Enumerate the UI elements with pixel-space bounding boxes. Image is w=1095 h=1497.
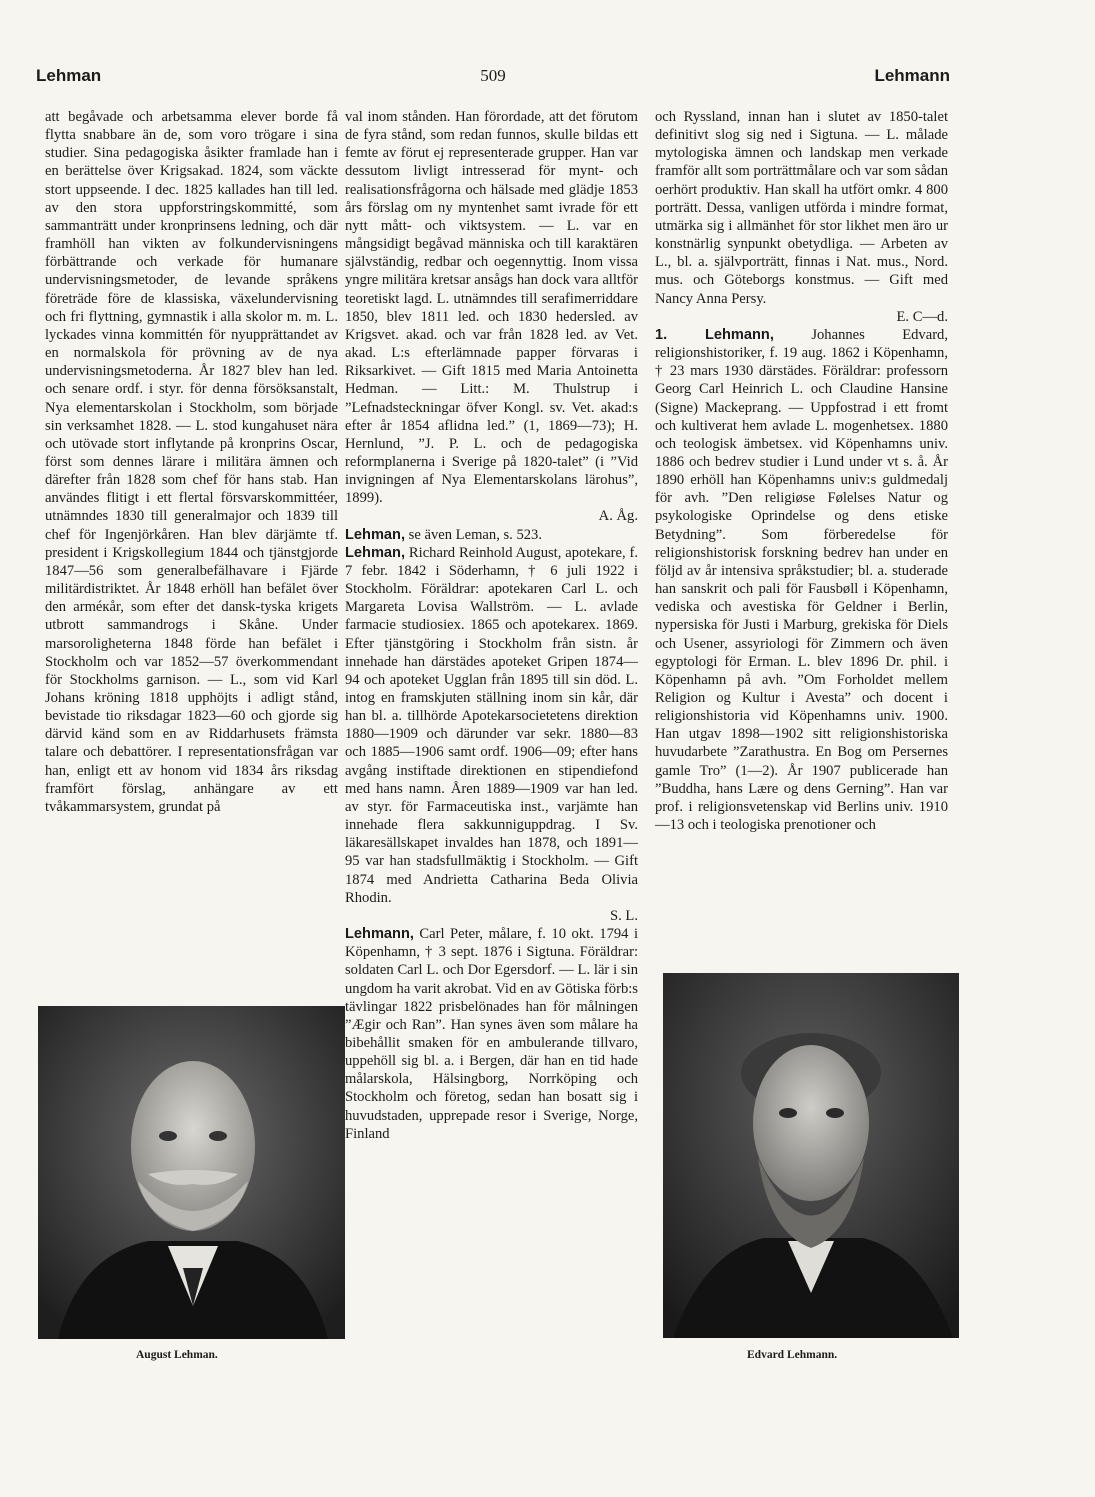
entry-lehman-see-also xyxy=(345,526,638,544)
entry-text: se även Leman, s. 523. xyxy=(408,526,543,543)
entry-lehmann-carl-peter xyxy=(345,925,638,1143)
portrait-edvard-lehmann xyxy=(663,973,959,1338)
header-left-word: Lehman xyxy=(36,66,102,85)
page-number: 509 xyxy=(480,66,506,85)
entry-text: Johannes Edvard, religionshistoriker, f. 19 aug. 1862 i Köpenhamn, † 23 mars 1930 därstädes. Föräldrar: professorn Georg Carl Heinrich L. och Claudine Hansine (Signe) Mackeprang. — Uppfostrad i ett fromt och kultiverat hem avlade L. mogenhetsex. 1880 och teologisk ämbetsex. vid Köpenhamns univ. 1886 och bedrev studier i Lund under vt s. å. År 1890 erhöll han Köpenhamns univ:s guldmedalj för avh. ”Den religiøse Følelses Natur og psykologiske Oprindelse og dens etiske Betydning”. Som förberedelse för religionshistorisk forskning bedrev han under en följd av år intensiva språkstudier; bl. a. studerade han sanskrit och pali för Fausbøll i Köpenhamn, vediska och avestiska för Geldner i Berlin, nypersiska för Justi i Marburg, grekiska för Diels och Usener, assyriologi för Zimmern och även egyptologi för Erman. L. blev 1896 Dr. phil. i Köpenhamn på avh. ”Om Forholdet mellem Religion og Kultur i Avesta” och docent i religionshistoria vid Köpenhamns univ. 1900. Han utgav 1898—1902 sitt religionshistoriska huvudarbete ”Zarathustra. En Bog om Persernes gamle Tro” (1—2). År 1907 publicerade han ”Buddha, hans Lære og dens Gerning”. Han var prof. i religionsvetenskap vid Berlins univ. 1910—13 och i teologiska prenotioner och xyxy=(655,326,948,834)
portrait-edvard-image xyxy=(663,973,959,1338)
headword: 1. Lehmann, xyxy=(655,326,774,343)
col1-text: att begåvade och arbetsamma elever borde få flytta snabbare än de, som voro trögare i sina studier. Sina pedagogiska åsikter framlade han i en berättelse över Krigsakad. 1824, som väckte stort uppseende. I dec. 1825 kallades han till led. av den stora uppforstringskommitté, som sammanträtt under kronprinsens ledning, och där framhöll han vikten av folkundervisningens förbättrande och verkade för humanare undervisningsmetoder, de levande språkens företräde före de klassiska, växelundervisning och fri flyttning, gymnastik i alla skolor m. m. L. lyckades vinna kommittén för nyupprättandet av en normalskola för prövning av de nya undervisningsmetoderna. År 1827 blev han led. och senare ordf. i styr. för denna försöksanstalt, Nya elementarskolan i Stockholm, som började sin verksamhet 1828. — L. stod kungahuset nära och utövade stort inflytande på kronprins Oscar, först som dennes lärare i militära ämnen och därefter från 1828 som chef för hans stab. Han användes flitigt i ett flertal försvarskommittéer, utnämndes 1830 till generalmajor och 1839 till chef för Ingenjörkåren. Han blev därjämte tf. president i Krigskollegium 1844 och tjänstgjorde 1847—56 som generalbefälhavare i Fjärde militärdistriktet. År 1848 erhöll han befälet över den arméкår, som efter det dansk-tyska krigets utbrott sammandrogs i Skåne. Under marsoroligheterna 1848 förde han befälet i Stockholm och var 1852—57 överkommendant för Stockholms garnison. — L., som vid Karl Johans kröning 1818 upphöjts i adligt stånd, bevistade tio riksdagar 1823—60 och gjorde sig därvid känd som en av Riddarhusets främsta talare och debattörer. I representationsfrågan var han, enligt ett av honom vid 1834 års riksdag framfört förslag, anhängare av ett tvåkammarsystem, grundat på xyxy=(45,109,338,815)
col2-text-1: val inom stånden. Han förordade, att det förutom de fyra stånd, som redan funnos, skulle bildas ett femte av förut ej representerade grupper. Han var dessutom livligt intresserad för mynt- och realisationsfrågorna och hälsade med glädje 1853 års förslag om ny myntenhet samt ivrade för ett nytt mått- och viktsystem. — L. var en mångsidigt begåvad människa och till karaktären självständig, redbar och oegennyttig. Inom vissa yngre militära kretsar ansågs han dock vara alltför teoretiskt lagd. L. utnämndes till serafimerriddare 1850, blev 1811 led. och 1830 hedersled. av Krigsvet. akad. och var från 1828 led. av Vet. akad. L:s efterlämnade papper förvaras i Riksarkivet. — Gift 1815 med Maria Antoinetta Hedman. — Litt.: M. Thulstrup i ”Lefnadsteckningar öfver Kongl. sv. Vet. akad:s efter år 1854 aflidna led.” (1, 1869—73); H. Hernlund, ”J. P. L. och de pedagogiska reformplanerna i Sverige på 1820-talet” (i ”Vid invigningen af Nya Elementarskolans lärohus”, 1899). xyxy=(345,109,638,507)
col3-text-1: och Ryssland, innan han i slutet av 1850-talet definitivt slog sig ned i Sigtuna. — L. målade mytologiska ämnen och landskap men verkade framför allt som porträttmålare och var som sådan oerhört produktiv. Han skall ha utfört omkr. 4 800 porträtt. Dessa, vanligen utförda i mindre format, utmärka sig i allmänhet för stor likhet men äro ur konstnärlig synpunkt obetydliga. — Arbeten av L., bl. a. självporträtt, finnas i Nat. mus., Nord. mus. och Göteborgs konstmus. — Gift med Nancy Anna Persy. xyxy=(655,109,948,307)
caption-august-lehman: August Lehman. xyxy=(136,1349,218,1361)
running-header xyxy=(36,66,950,96)
entry-lehman-richard xyxy=(345,544,638,907)
header-right-word: Lehmann xyxy=(874,66,950,85)
headword: Lehmann, xyxy=(345,926,414,943)
portrait-august-lehman xyxy=(38,1006,345,1339)
column-3 xyxy=(655,108,948,834)
entry-text: Richard Reinhold August, apotekare, f. 7 febr. 1842 i Söderhamn, † 6 juli 1922 i Stockholm. Föräldrar: apotekaren Carl L. och Margareta Lovisa Wallström. — L. avlade farmacie studiosiex. 1865 och apotekarex. 1869. Efter tjänstgöring i Stockholm från sistn. år innehade han därstädes apoteket Gripen 1874—94 och apoteket Ugglan från 1895 till sin död. L. intog en framskjuten ställning inom sin kår, där han bl. a. tillhörde Apotekarsocietetens direktion 1880—1909 och därunder var sekr. 1880—83 och 1885—1906 samt ordf. 1906—09; efter hans avgång instiftade direktionen en stipendiefond med hans namn. Åren 1889—1909 var han led. av styr. för Farmaceutiska inst., varjämte han innehade flera sakkunniguppdrag. I Sv. läkaresällskapet invaldes han 1878, och 1891—95 var han stadsfullmäktig i Stockholm. — Gift 1874 med Andrietta Catharina Beda Olivia Rhodin. xyxy=(345,544,638,906)
column-1 xyxy=(45,108,338,816)
headword: Lehman, xyxy=(345,544,406,561)
col2-signature-1: A. Åg. xyxy=(598,508,638,525)
column-2 xyxy=(345,108,638,1143)
entry-text: Carl Peter, målare, f. 10 okt. 1794 i Köpenhamn, † 3 sept. 1876 i Sigtuna. Föräldrar: soldaten Carl L. och Dor Egersdorf. — L. lär i sin ungdom ha varit akrobat. Vid en av Götiska förb:s tävlingar 1822 prisbelönades han för målningen ”Ægir och Ran”. Han synes även som målare ha bibehållit smaken för en ambulerande tillvaro, uppehöll sig bl. a. i Bergen, där han en tid hade målarskola, Hälsingborg, Norrköping och Stockholm och företog, sedan han bosatt sig i huvudstaden, upprepade resor i Sverige, Norge, Finland xyxy=(345,926,639,1142)
col3-signature-1: E. C—d. xyxy=(896,308,948,325)
headword: Lehman, xyxy=(345,526,406,543)
entry-lehmann-johannes-edvard xyxy=(655,326,948,834)
portrait-august-image xyxy=(38,1006,345,1339)
caption-edvard-lehmann: Edvard Lehmann. xyxy=(747,1349,838,1361)
col2-signature-2: S. L. xyxy=(610,907,638,924)
